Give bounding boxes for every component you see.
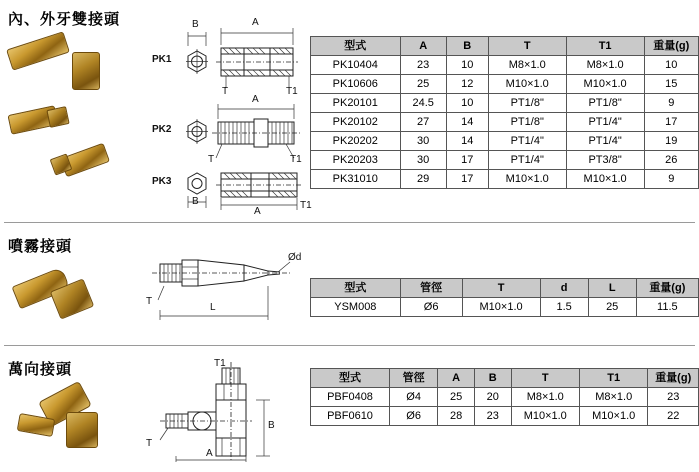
cell-t: M10×1.0 [462,298,540,317]
cell-d: 1.5 [540,298,588,317]
part-label-pk2: PK2 [152,124,172,135]
cell-type: PK20102 [311,113,401,132]
col-t: T [462,279,540,298]
table-spray-nozzle [310,278,699,317]
cell-a: 30 [400,132,446,151]
cell-type: PK31010 [311,170,401,189]
cell-weight: 11.5 [636,298,698,317]
dim-label-t1-3: T1 [300,200,312,211]
cell-t: M10×1.0 [511,407,579,426]
cell-b: 17 [446,170,488,189]
drawing-double-thread [126,17,312,217]
cell-t1: M10×1.0 [566,75,644,94]
cell-b: 14 [446,132,488,151]
col-tube-dia: 管徑 [390,369,438,388]
cell-l: 25 [588,298,636,317]
dim-label-a-2: A [252,94,259,105]
col-a: A [400,37,446,56]
cell-weight: 17 [644,113,698,132]
col-weight: 重量(g) [636,279,698,298]
cell-type: PK10404 [311,56,401,75]
dim-label-a-1: A [252,17,259,28]
cell-a: 28 [438,407,475,426]
cell-a: 24.5 [400,94,446,113]
table-row [311,388,699,407]
cell-b: 14 [446,113,488,132]
cell-t1: M8×1.0 [566,56,644,75]
dim-label-t-1: T [222,86,229,97]
cell-t: M10×1.0 [488,170,566,189]
col-l: L [588,279,636,298]
cell-t: PT1/8" [488,113,566,132]
cell-t: M8×1.0 [511,388,579,407]
table-row [311,113,699,132]
section-title-spray-nozzle: 噴霧接頭 [8,238,73,255]
cell-weight: 23 [648,388,699,407]
cell-type: PK20101 [311,94,401,113]
cell-type: PK20203 [311,151,401,170]
divider-1 [4,222,695,223]
cell-weight: 9 [644,170,698,189]
col-t1: T1 [579,369,647,388]
col-d: d [540,279,588,298]
cell-b: 20 [474,388,511,407]
dim-label-od-spray: Ød [288,252,302,263]
cell-t1: PT1/4" [566,113,644,132]
table-row [311,407,699,426]
part-label-pk1: PK1 [152,54,172,65]
cell-t: PT1/4" [488,151,566,170]
dim-label-t-2: T [208,154,215,165]
cell-weight: 22 [648,407,699,426]
table-row [311,132,699,151]
dim-label-t-uni: T [146,438,153,449]
table-row [311,75,699,94]
cell-weight: 19 [644,132,698,151]
photo-spray-nozzle [8,258,128,328]
cell-t: PT1/8" [488,94,566,113]
cell-tube-dia: Ø6 [390,407,438,426]
col-type: 型式 [311,37,401,56]
col-type: 型式 [311,279,401,298]
col-t: T [488,37,566,56]
dim-label-l-spray: L [210,302,216,313]
dim-label-a-uni: A [206,448,213,459]
cell-tube-dia: Ø4 [390,388,438,407]
dim-label-b-2: B [192,196,199,207]
cell-a: 27 [400,113,446,132]
table-header-row [311,369,699,388]
col-type: 型式 [311,369,390,388]
col-t: T [511,369,579,388]
col-b: B [446,37,488,56]
cell-t1: PT3/8" [566,151,644,170]
dim-label-t1-2: T1 [290,154,302,165]
cell-a: 25 [400,75,446,94]
cell-t1: M10×1.0 [579,407,647,426]
table-row [311,94,699,113]
table-row [311,151,699,170]
cell-type: PBF0610 [311,407,390,426]
cell-a: 30 [400,151,446,170]
dim-label-b-1: B [192,19,199,30]
cell-weight: 10 [644,56,698,75]
dim-label-b-uni: B [268,420,275,431]
cell-b: 17 [446,151,488,170]
col-weight: 重量(g) [648,369,699,388]
photo-double-thread-fittings [4,30,124,210]
section-title-universal-joint: 萬向接頭 [8,361,73,378]
cell-t: PT1/4" [488,132,566,151]
dim-label-t1-1: T1 [286,86,298,97]
table-header-row [311,279,699,298]
cell-weight: 9 [644,94,698,113]
cell-t1: PT1/8" [566,94,644,113]
cell-type: PK10606 [311,75,401,94]
col-b: B [474,369,511,388]
part-label-pk3: PK3 [152,176,172,187]
photo-universal-joint [8,382,128,462]
table-header-row [311,37,699,56]
dim-label-t1-uni: T1 [214,358,226,369]
col-a: A [438,369,475,388]
drawing-universal-joint [136,360,306,465]
table-row [311,56,699,75]
cell-b: 10 [446,56,488,75]
table-row [311,170,699,189]
table-double-thread [310,36,699,189]
col-weight: 重量(g) [644,37,698,56]
cell-a: 25 [438,388,475,407]
cell-weight: 15 [644,75,698,94]
divider-2 [4,345,695,346]
cell-type: PK20202 [311,132,401,151]
dim-label-t-spray: T [146,296,153,307]
col-t1: T1 [566,37,644,56]
cell-a: 29 [400,170,446,189]
dim-label-a-3: A [254,206,261,217]
cell-type: YSM008 [311,298,401,317]
cell-b: 23 [474,407,511,426]
table-row [311,298,699,317]
drawing-spray-nozzle [140,238,305,326]
cell-t: M8×1.0 [488,56,566,75]
cell-type: PBF0408 [311,388,390,407]
cell-weight: 26 [644,151,698,170]
col-tube-dia: 管徑 [400,279,462,298]
cell-t: M10×1.0 [488,75,566,94]
cell-a: 23 [400,56,446,75]
cell-t1: PT1/4" [566,132,644,151]
cell-t1: M10×1.0 [566,170,644,189]
cell-b: 10 [446,94,488,113]
cell-b: 12 [446,75,488,94]
cell-t1: M8×1.0 [579,388,647,407]
table-universal-joint [310,368,699,426]
section-title-double-thread: 內、外牙雙接頭 [8,11,121,28]
cell-tube-dia: Ø6 [400,298,462,317]
